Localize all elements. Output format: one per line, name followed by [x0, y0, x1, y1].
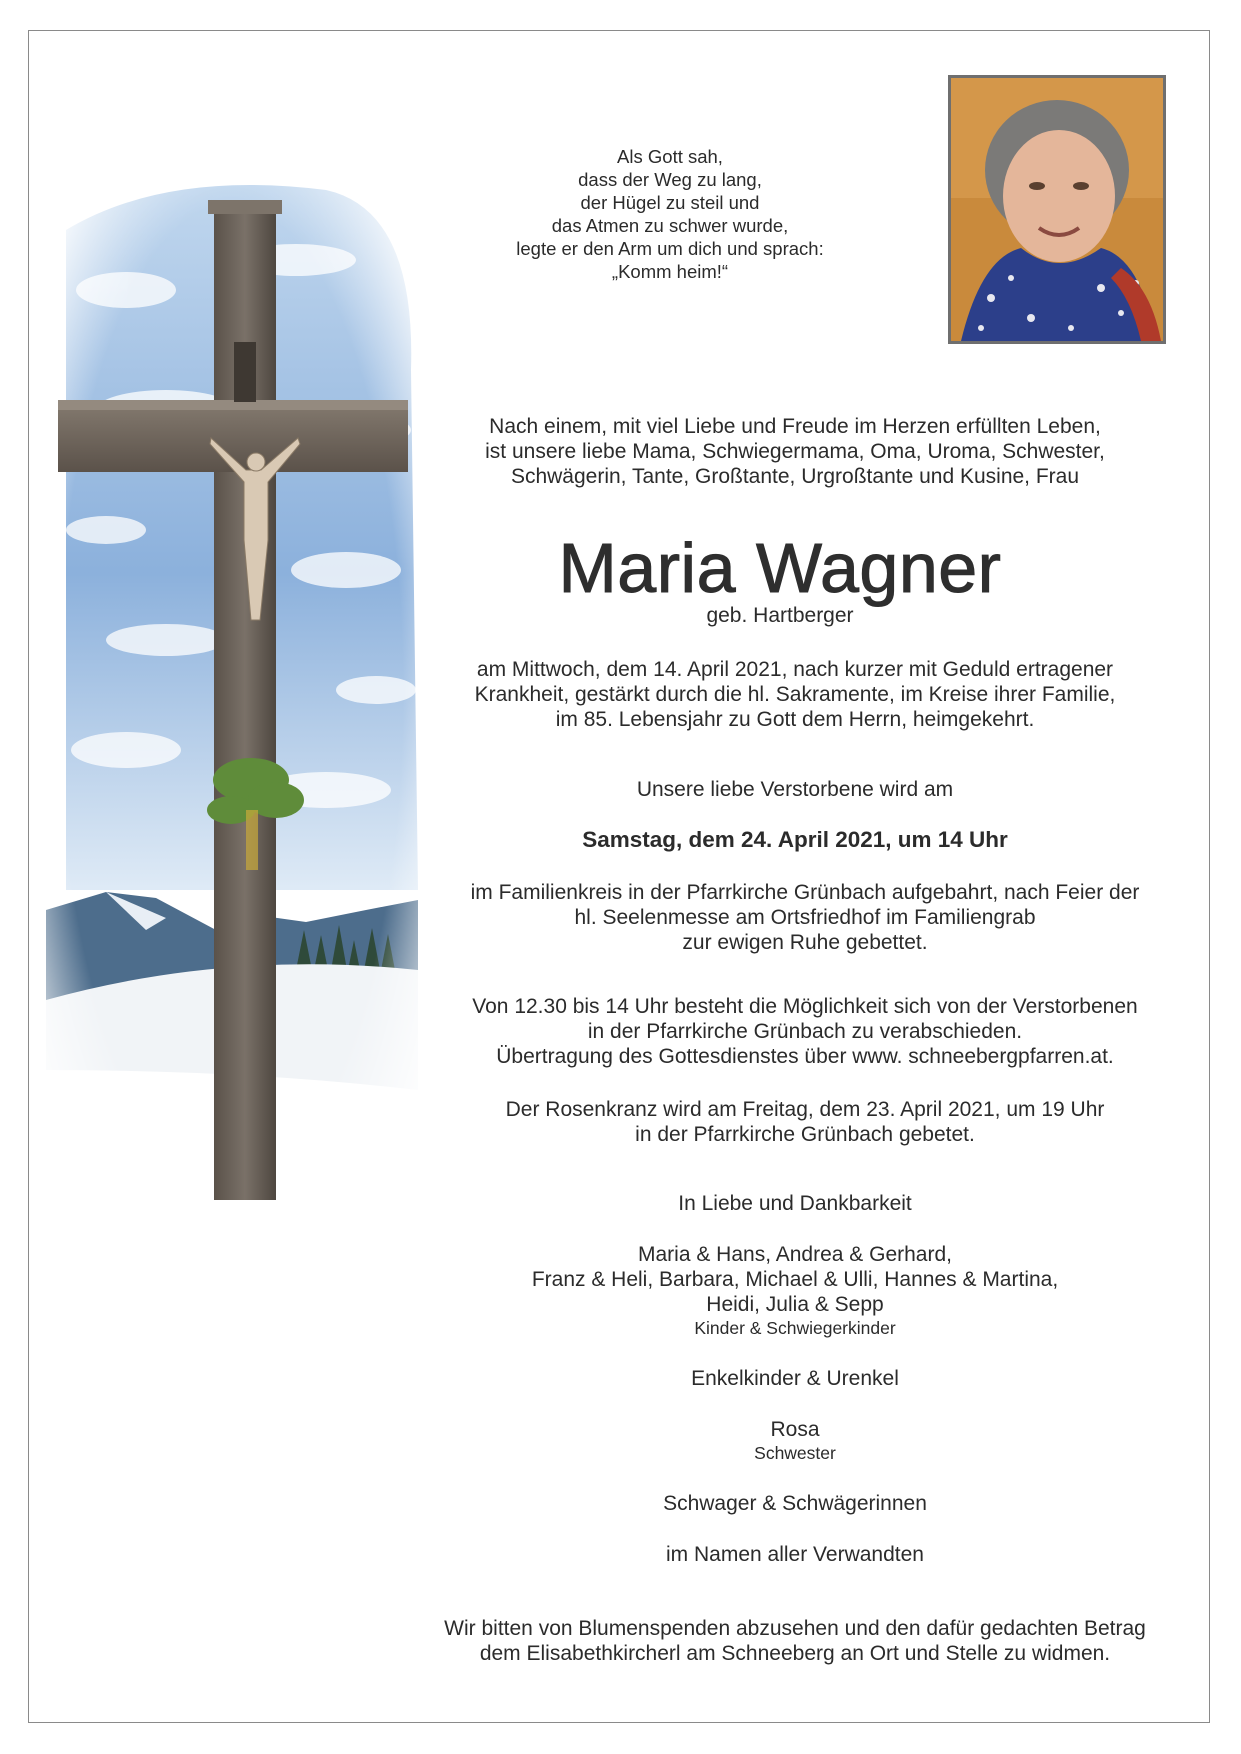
sister	[700, 1417, 890, 1464]
ceremony-line: im Familienkreis in der Pfarrkirche Grünbach aufgebahrt, nach Feier der	[470, 881, 1140, 904]
in-laws: Schwager & Schwägerinnen	[663, 1492, 927, 1515]
ceremony-line: hl. Seelenmesse am Ortsfriedhof im Familiengrab	[574, 906, 1036, 929]
poem-line: „Komm heim!“	[611, 261, 729, 282]
grandchildren: Enkelkinder & Urenkel	[691, 1367, 899, 1390]
rosary-line: in der Pfarrkirche Grünbach gebetet.	[635, 1123, 975, 1146]
children-line: Heidi, Julia & Sepp	[706, 1293, 884, 1316]
children-label: Kinder & Schwiegerkinder	[694, 1318, 896, 1338]
birth-name: geb. Hartberger	[706, 604, 854, 627]
mourners-intro: In Liebe und Dankbarkeit	[678, 1192, 912, 1215]
poem-line: Als Gott sah,	[617, 146, 723, 167]
rosary-line: Der Rosenkranz wird am Freitag, dem 23. April 2021, um 19 Uhr	[505, 1098, 1105, 1121]
ceremony-line: zur ewigen Ruhe gebettet.	[682, 931, 928, 954]
sister-label: Schwester	[754, 1443, 836, 1463]
viewing-line: in der Pfarrkirche Grünbach zu verabschieden.	[587, 1020, 1023, 1043]
portrait-photo	[948, 75, 1166, 344]
relatives: im Namen aller Verwandten	[666, 1543, 924, 1566]
viewing-line: Von 12.30 bis 14 Uhr besteht die Möglichkeit sich von der Verstorbenen	[472, 995, 1138, 1018]
funeral-ceremony	[420, 880, 1190, 955]
donation-line: dem Elisabethkircherl am Schneeberg an Ort und Stelle zu widmen.	[479, 1642, 1111, 1665]
donation-note	[400, 1616, 1190, 1666]
death-notice-line: Krankheit, gestärkt durch die hl. Sakramente, im Kreise ihrer Familie,	[474, 683, 1116, 706]
donation-line: Wir bitten von Blumenspenden abzusehen und den dafür gedachten Betrag	[444, 1617, 1146, 1640]
children-list	[450, 1242, 1140, 1339]
children-line: Maria & Hans, Andrea & Gerhard,	[638, 1243, 952, 1266]
intro-text	[430, 414, 1160, 489]
poem-line: dass der Weg zu lang,	[578, 169, 762, 190]
children-line: Franz & Heli, Barbara, Michael & Ulli, Hannes & Martina,	[531, 1268, 1059, 1291]
funeral-announce: Unsere liebe Verstorbene wird am	[636, 778, 954, 801]
intro-line: ist unsere liebe Mama, Schwiegermama, Oma, Uroma, Schwester,	[485, 440, 1105, 463]
sister-name: Rosa	[770, 1418, 820, 1441]
funeral-date: Samstag, dem 24. April 2021, um 14 Uhr	[582, 827, 1008, 852]
death-notice	[430, 657, 1160, 732]
poem	[440, 145, 900, 283]
death-notice-line: am Mittwoch, dem 14. April 2021, nach kurzer mit Geduld ertragener	[476, 658, 1114, 681]
viewing-line: Übertragung des Gottesdienstes über www. schneebergpfarren.at.	[496, 1045, 1114, 1068]
poem-line: der Hügel zu steil und	[580, 192, 760, 213]
viewing-info	[420, 994, 1190, 1069]
rosary-info	[440, 1097, 1170, 1147]
intro-line: Schwägerin, Tante, Großtante, Urgroßtante und Kusine, Frau	[510, 465, 1080, 488]
poem-line: das Atmen zu schwer wurde,	[551, 215, 789, 236]
cross-illustration	[46, 170, 456, 1330]
death-notice-line: im 85. Lebensjahr zu Gott dem Herrn, heimgekehrt.	[555, 708, 1035, 731]
intro-line: Nach einem, mit viel Liebe und Freude im Herzen erfüllten Leben,	[489, 415, 1101, 438]
deceased-name: Maria Wagner	[558, 529, 1002, 607]
poem-line: legte er den Arm um dich und sprach:	[516, 238, 824, 259]
